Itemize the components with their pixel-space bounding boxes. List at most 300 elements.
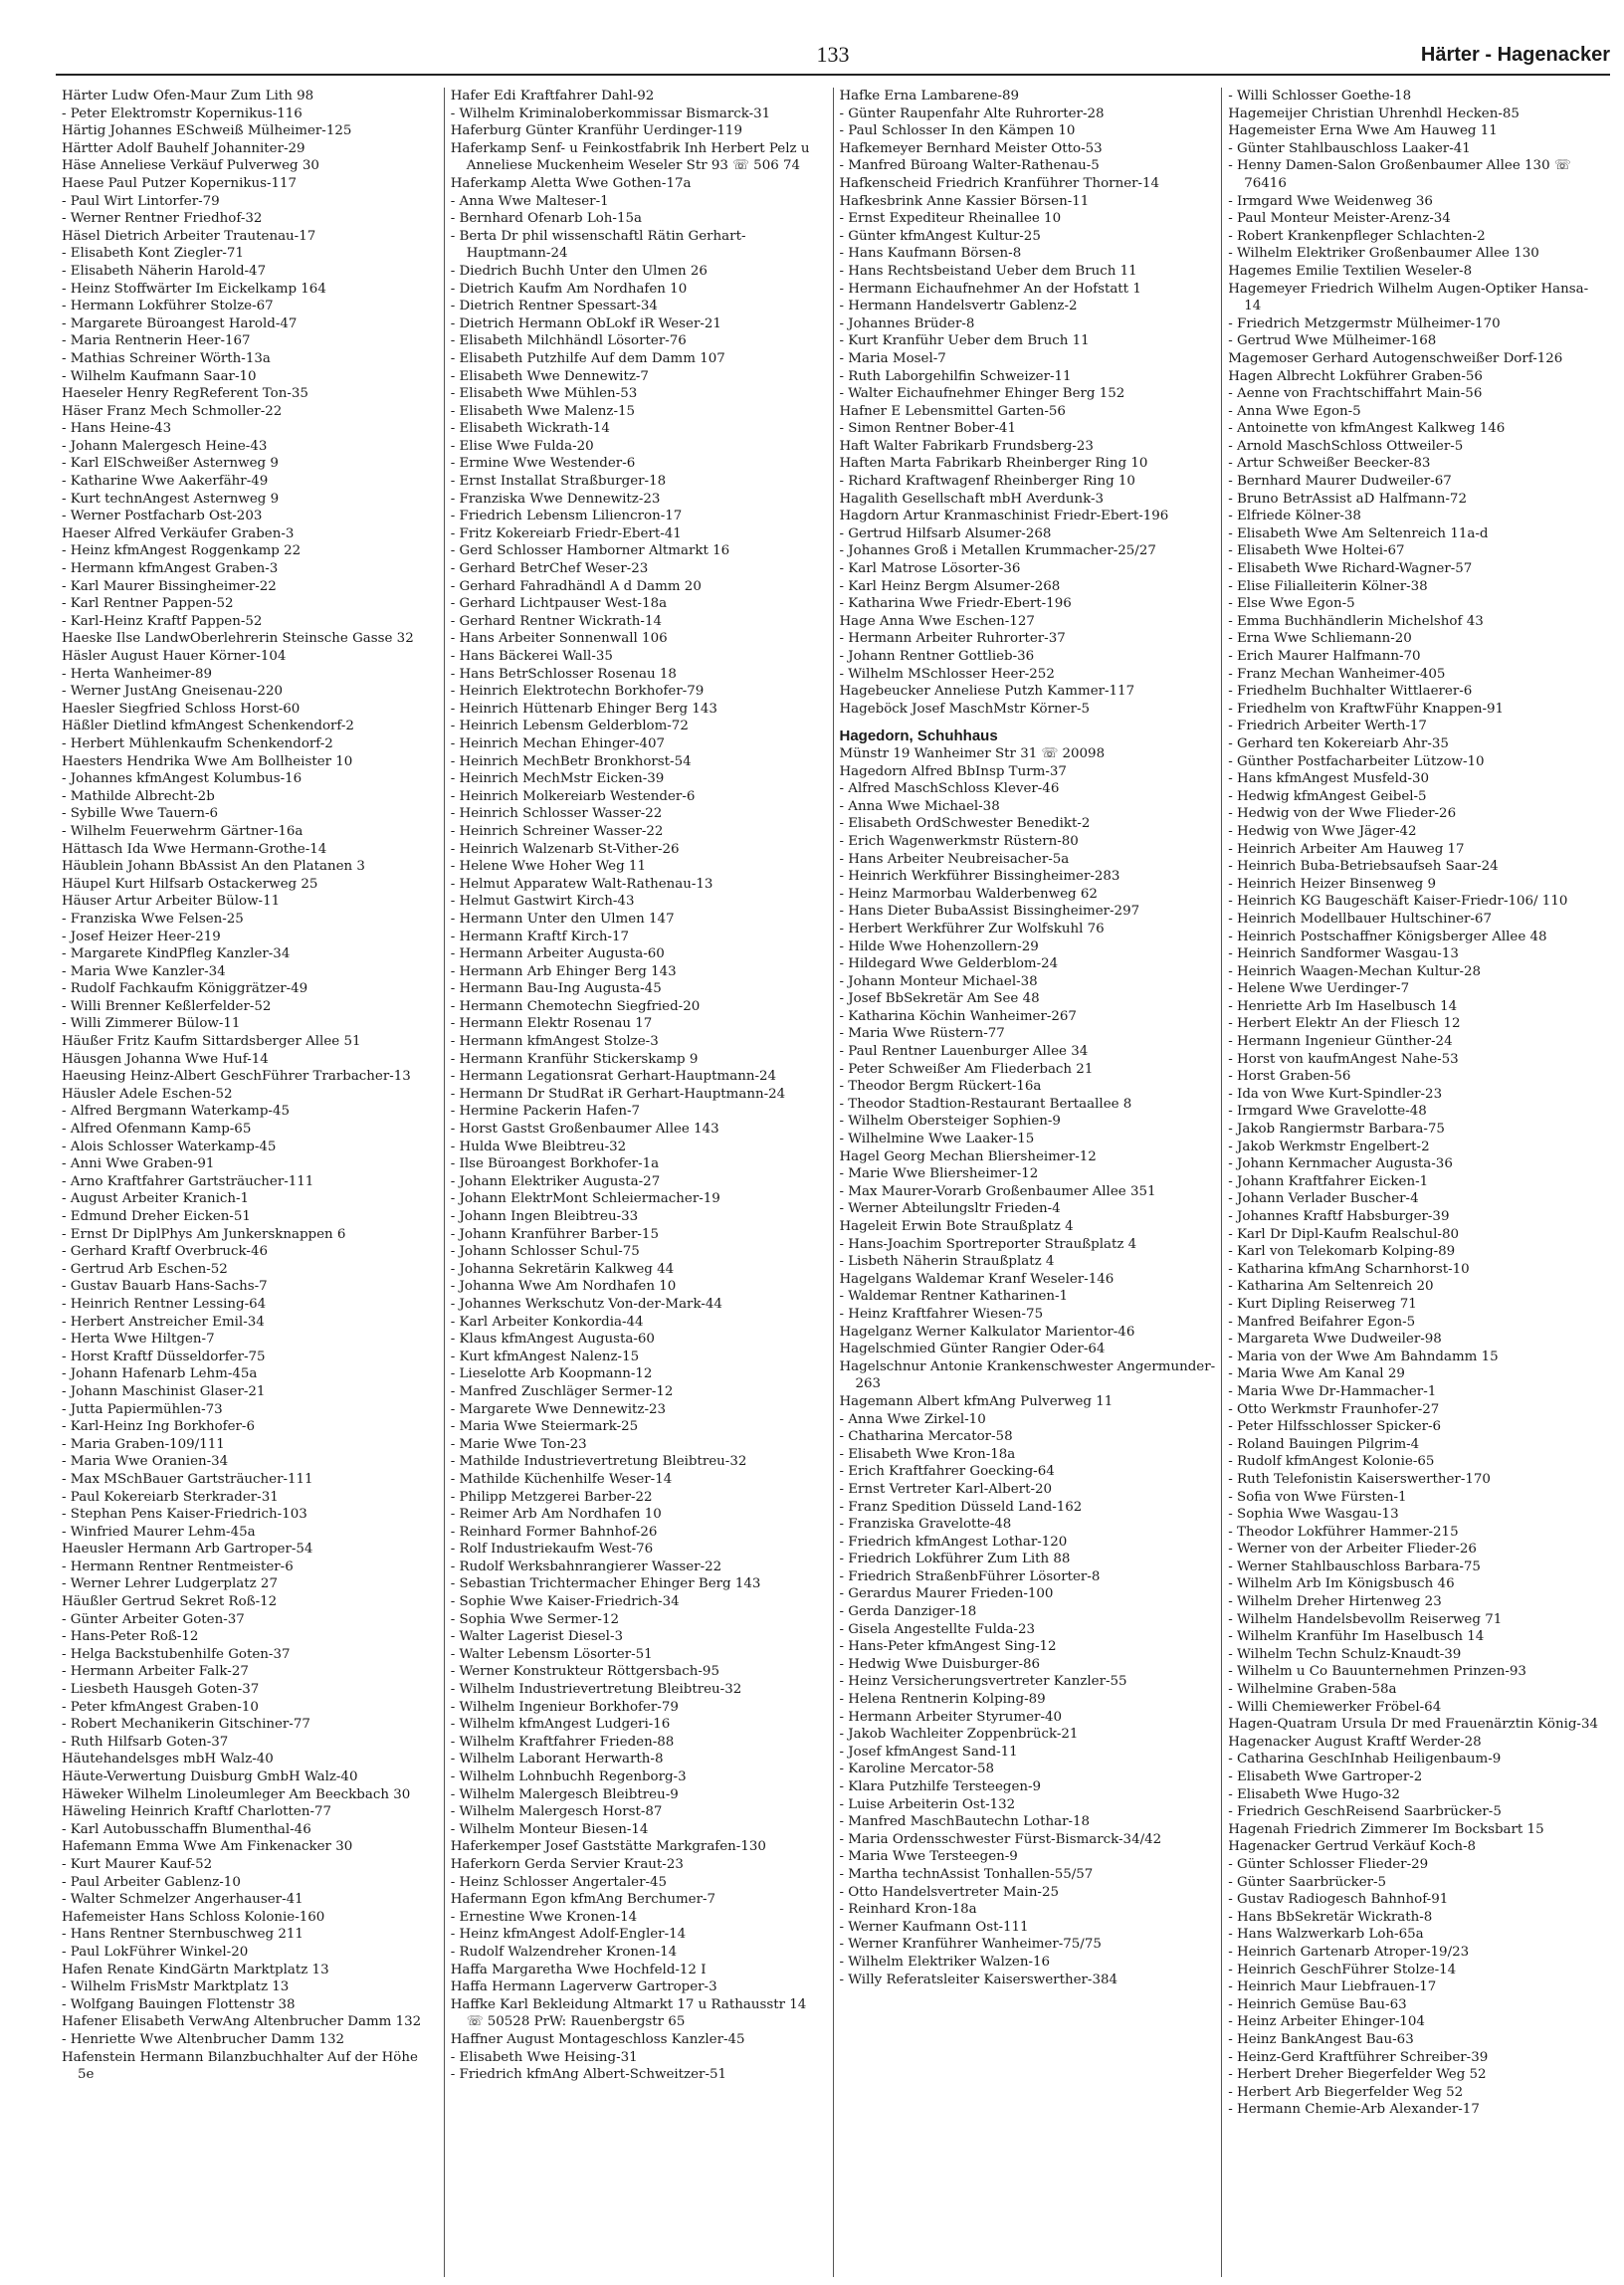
directory-entry: - Herbert Werkführer Zur Wolfskuhl 76	[840, 921, 1216, 938]
directory-entry: - Heinz Schlosser Angertaler-45	[451, 1874, 827, 1892]
directory-entry: - Henny Damen-Salon Großenbaumer Allee 130 ☏ 76416	[1228, 157, 1604, 192]
directory-entry: - Otto Werkmstr Fraunhofer-27	[1228, 1401, 1604, 1419]
directory-entry: Häweling Heinrich Kraftf Charlotten-77	[62, 1804, 332, 1820]
directory-entry: - Peter Hilfsschlosser Spicker-6	[1228, 1418, 1604, 1436]
directory-entry: - Chatharina Mercator-58	[840, 1428, 1216, 1446]
directory-entry: - Werner Abteilungsltr Frieden-4	[840, 1200, 1216, 1218]
directory-entry: - Maria Wwe Am Kanal 29	[1228, 1365, 1604, 1383]
directory-entry: - Werner Stahlbauschloss Barbara-75	[1228, 1558, 1604, 1576]
directory-entry: - Elisabeth Kont Ziegler-71	[62, 245, 438, 263]
directory-entry: - Ernst Dr DiplPhys Am Junkersknappen 6	[62, 1226, 438, 1244]
directory-entry: - Paul Monteur Meister-Arenz-34	[1228, 210, 1604, 228]
directory-entry: - Hans Dieter BubaAssist Bissingheimer-297	[840, 903, 1216, 921]
directory-entry: - Helmut Gastwirt Kirch-43	[451, 893, 827, 911]
directory-entry: - Günter Raupenfahr Alte Ruhrorter-28	[840, 105, 1216, 123]
directory-entry: - Philipp Metzgerei Barber-22	[451, 1489, 827, 1507]
directory-column-2	[445, 88, 834, 2277]
directory-entry: - Max MSchBauer Gartsträucher-111	[62, 1471, 438, 1489]
directory-entry: - Franziska Wwe Dennewitz-23	[451, 491, 827, 509]
directory-entry: - Manfred Zuschläger Sermer-12	[451, 1383, 827, 1401]
directory-entry: - Johann Maschinist Glaser-21	[62, 1383, 438, 1401]
directory-entry: - Margarete KindPfleg Kanzler-34	[62, 945, 438, 963]
directory-entry: - Johannes kfmAngest Kolumbus-16	[62, 770, 438, 788]
directory-entry: Hagemann Albert kfmAng Pulverweg 11	[839, 1393, 1114, 1409]
directory-entry: Haferburg Günter Kranführ Uerdinger-119	[450, 123, 742, 139]
directory-entry: - Johann Elektriker Augusta-27	[451, 1173, 827, 1191]
directory-entry: - Heinrich Schreiner Wasser-22	[451, 823, 827, 841]
directory-entry: - Johann ElektrMont Schleiermacher-19	[451, 1190, 827, 1208]
directory-entry: Haferkemper Josef Gaststätte Markgrafen-130	[450, 1839, 766, 1855]
directory-entry: - Herbert Elektr An der Fliesch 12	[1228, 1015, 1604, 1033]
directory-entry: - Hans Kaufmann Börsen-8	[840, 245, 1216, 263]
directory-entry: - Heinrich Postschaffner Königsberger Allee 48	[1228, 929, 1604, 946]
directory-entry: - Hermann Kranführ Stickerskamp 9	[451, 1051, 827, 1069]
directory-entry: - Helene Wwe Uerdinger-7	[1228, 980, 1604, 998]
directory-entry: - Werner Kaufmann Ost-111	[840, 1919, 1216, 1937]
directory-entry: - Jakob Rangiermstr Barbara-75	[1228, 1121, 1604, 1139]
directory-entry: - Heinrich Arbeiter Am Hauweg 17	[1228, 841, 1604, 859]
directory-entry: - Katharina kfmAng Scharnhorst-10	[1228, 1261, 1604, 1279]
directory-entry: - Hermann Chemie-Arb Alexander-17	[1228, 2101, 1604, 2119]
directory-entry: Hagalith Gesellschaft mbH Averdunk-3	[839, 491, 1105, 507]
directory-entry: - Heinrich Hüttenarb Ehinger Berg 143	[451, 701, 827, 719]
directory-entry: - Heinrich Rentner Lessing-64	[62, 1296, 438, 1314]
directory-entry: - Alfred Ofenmann Kamp-65	[62, 1121, 438, 1139]
directory-entry: Häsler August Hauer Körner-104	[62, 649, 287, 664]
directory-entry: - Johann Rentner Gottlieb-36	[840, 648, 1216, 666]
directory-entry: - Wilhelm Elektriker Walzen-16	[840, 1954, 1216, 1972]
directory-entry: - Hans Bäckerei Wall-35	[451, 648, 827, 666]
directory-entry: - Maria Wwe Oranien-34	[62, 1453, 438, 1471]
directory-entry: - Karl-Heinz Ing Borkhofer-6	[62, 1418, 438, 1436]
directory-entry: - Waldemar Rentner Katharinen-1	[840, 1288, 1216, 1306]
directory-entry: - Hermann kfmAngest Stolze-3	[451, 1033, 827, 1051]
directory-entry: Hafener Elisabeth VerwAng Altenbrucher Damm 132	[62, 2014, 422, 2030]
directory-entry: Haft Walter Fabrikarb Frundsberg-23	[839, 438, 1094, 454]
directory-entry: - Willi Zimmerer Bülow-11	[62, 1015, 438, 1033]
directory-entry: - Johann Kraftfahrer Eicken-1	[1228, 1173, 1604, 1191]
directory-entry: - Elisabeth Wwe Dennewitz-7	[451, 368, 827, 386]
directory-entry: - Wilhelm Malergesch Bleibtreu-9	[451, 1786, 827, 1804]
directory-entry: Haese Paul Putzer Kopernikus-117	[62, 175, 298, 191]
directory-entry: - Heinz kfmAngest Roggenkamp 22	[62, 542, 438, 560]
directory-entry: Hagelschmied Günter Rangier Oder-64	[839, 1342, 1106, 1357]
directory-entry: - Heinrich GeschFührer Stolze-14	[1228, 1962, 1604, 1979]
directory-entry: - Sophie Wwe Kaiser-Friedrich-34	[451, 1593, 827, 1611]
directory-entry: - Johann Schlosser Schul-75	[451, 1243, 827, 1261]
directory-entry: Hagen-Quatram Ursula Dr med Frauenärztin König-34	[1228, 1717, 1598, 1733]
directory-column-3	[834, 88, 1223, 2277]
directory-entry: - Reinhard Kron-18a	[840, 1901, 1216, 1919]
directory-entry: Häuser Artur Arbeiter Bülow-11	[62, 894, 281, 910]
directory-entry: Hafkenscheid Friedrich Kranführer Thorner-14	[839, 175, 1160, 191]
directory-entry: - Johannes Werkschutz Von-der-Mark-44	[451, 1296, 827, 1314]
directory-entry: - Hans BetrSchlosser Rosenau 18	[451, 666, 827, 684]
directory-entry: - Werner Lehrer Ludgerplatz 27	[62, 1575, 438, 1593]
directory-entry: - Mathilde Industrievertretung Bleibtreu-32	[451, 1453, 827, 1471]
directory-entry: - Paul LokFührer Winkel-20	[62, 1944, 438, 1962]
directory-entry: - Sofia von Wwe Fürsten-1	[1228, 1489, 1604, 1507]
directory-entry: - Diedrich Buchh Unter den Ulmen 26	[451, 263, 827, 281]
directory-entry: Hättasch Ida Wwe Hermann-Grothe-14	[62, 841, 327, 857]
directory-entry: - Willi Chemiewerker Fröbel-64	[1228, 1699, 1604, 1717]
directory-entry: - Gerhard Fahradhändl A d Damm 20	[451, 578, 827, 596]
directory-entry: - Gertrud Hilfsarb Alsumer-268	[840, 525, 1216, 543]
directory-entry: - Herta Wanheimer-89	[62, 666, 438, 684]
directory-entry: - Werner Kranführer Wanheimer-75/75	[840, 1936, 1216, 1954]
directory-entry: - Hans Arbeiter Neubreisacher-5a	[840, 851, 1216, 869]
directory-entry: - Marie Wwe Bliersheimer-12	[840, 1165, 1216, 1183]
directory-entry: - Horst Gastst Großenbaumer Allee 143	[451, 1121, 827, 1139]
directory-entry: - Margarete Wwe Dennewitz-23	[451, 1401, 827, 1419]
directory-entry: - Friedrich Metzgermstr Mülheimer-170	[1228, 315, 1604, 333]
directory-entry: Hage Anna Wwe Eschen-127	[839, 613, 1035, 629]
directory-entry: Hagelgans Waldemar Kranf Weseler-146	[839, 1271, 1115, 1287]
directory-entry: Haffa Margaretha Wwe Hochfeld-12 I	[450, 1962, 707, 1977]
directory-entry: - Gerd Schlosser Hamborner Altmarkt 16	[451, 542, 827, 560]
directory-entry: - Herbert Arb Biegerfelder Weg 52	[1228, 2084, 1604, 2102]
directory-entry: - Heinz Versicherungsvertreter Kanzler-55	[840, 1673, 1216, 1691]
directory-entry: - Werner Konstrukteur Röttgersbach-95	[451, 1663, 827, 1681]
directory-entry: - Hermann Arbeiter Ruhrorter-37	[840, 630, 1216, 648]
directory-entry: - Manfred Beifahrer Egon-5	[1228, 1314, 1604, 1332]
directory-entry: Haeseler Henry RegReferent Ton-35	[62, 386, 308, 402]
directory-entry: - Wilhelm Laborant Herwarth-8	[451, 1751, 827, 1768]
directory-entry: Härter Ludw Ofen-Maur Zum Lith 98	[62, 89, 314, 104]
directory-entry: - Wilhelm Obersteiger Sophien-9	[840, 1113, 1216, 1131]
directory-entry: Münstr 19 Wanheimer Str 31 ☏ 20098	[839, 745, 1106, 761]
directory-entry: Hagel Georg Mechan Bliersheimer-12	[839, 1148, 1097, 1164]
directory-entry: - Hans Rechtsbeistand Ueber dem Bruch 11	[840, 263, 1216, 281]
directory-entry: - Simon Rentner Bober-41	[840, 420, 1216, 438]
directory-entry: - Heinrich Modellbauer Hultschiner-67	[1228, 911, 1604, 929]
directory-entry: - Karl ElSchweißer Asternweg 9	[62, 455, 438, 473]
directory-entry: - Heinrich Lebensm Gelderblom-72	[451, 718, 827, 735]
directory-column-4	[1222, 88, 1610, 2277]
directory-entry: - Karl Autobusschaffn Blumenthal-46	[62, 1821, 438, 1839]
directory-entry: - Horst Graben-56	[1228, 1068, 1604, 1086]
directory-entry: - Friedrich kfmAng Albert-Schweitzer-51	[451, 2066, 827, 2084]
directory-entry: - Hermann Eichaufnehmer An der Hofstatt 1	[840, 281, 1216, 299]
directory-entry: - Emma Buchhändlerin Michelshof 43	[1228, 613, 1604, 631]
directory-entry: - Gerhard Kraftf Overbruck-46	[62, 1243, 438, 1261]
directory-entry: - Elisabeth Wwe Holtei-67	[1228, 542, 1604, 560]
directory-entry: - Wilhelm Feuerwehrm Gärtner-16a	[62, 823, 438, 841]
directory-entry: - Erich Kraftfahrer Goecking-64	[840, 1463, 1216, 1481]
directory-entry: - Anna Wwe Zirkel-10	[840, 1411, 1216, 1429]
directory-entry: - Karl-Heinz Kraftf Pappen-52	[62, 613, 438, 631]
directory-entry: - Anna Wwe Malteser-1	[451, 193, 827, 211]
directory-entry: Haferkamp Aletta Wwe Gothen-17a	[450, 175, 692, 191]
directory-entry: - Dietrich Rentner Spessart-34	[451, 298, 827, 315]
directory-entry: - Elisabeth Milchhändl Lösorter-76	[451, 332, 827, 350]
directory-entry: - Hermann Chemotechn Siegfried-20	[451, 998, 827, 1016]
directory-entry: - Werner JustAng Gneisenau-220	[62, 683, 438, 701]
directory-entry: - Elise Filialleiterin Kölner-38	[1228, 578, 1604, 596]
directory-entry: - Heinrich Buba-Betriebsaufseh Saar-24	[1228, 858, 1604, 876]
directory-entry: - Elisabeth Putzhilfe Auf dem Damm 107	[451, 350, 827, 368]
directory-entry: Haeusing Heinz-Albert GeschFührer Trarbacher-13	[62, 1069, 411, 1085]
directory-entry: Häupel Kurt Hilfsarb Ostackerweg 25	[62, 876, 318, 892]
directory-entry: - Bernhard Ofenarb Loh-15a	[451, 210, 827, 228]
directory-entry: - Heinrich MechMstr Eicken-39	[451, 770, 827, 788]
directory-entry: - Bernhard Maurer Dudweiler-67	[1228, 473, 1604, 491]
directory-entry: Haeser Alfred Verkäufer Graben-3	[62, 525, 295, 541]
directory-entry: - Marie Wwe Ton-23	[451, 1436, 827, 1454]
directory-entry: - Hans kfmAngest Musfeld-30	[1228, 770, 1604, 788]
directory-entry: - Erich Maurer Halfmann-70	[1228, 648, 1604, 666]
directory-entry: - Hedwig kfmAngest Geibel-5	[1228, 788, 1604, 806]
directory-entry: - Heinrich MechBetr Bronkhorst-54	[451, 753, 827, 771]
directory-entry: - Dietrich Kaufm Am Nordhafen 10	[451, 281, 827, 299]
directory-entry: - Franz Mechan Wanheimer-405	[1228, 666, 1604, 684]
directory-entry: - Hermann Rentner Rentmeister-6	[62, 1558, 438, 1576]
directory-entry: Hagenacker Gertrud Verkäuf Koch-8	[1228, 1839, 1477, 1855]
directory-entry: - Henriette Wwe Altenbrucher Damm 132	[62, 2031, 438, 2049]
directory-entry: - Edmund Dreher Eicken-51	[62, 1208, 438, 1226]
directory-entry: - Manfred MaschBautechn Lothar-18	[840, 1813, 1216, 1831]
directory-entry: - Gerhard Rentner Wickrath-14	[451, 613, 827, 631]
directory-entry: - Gertrud Wwe Mülheimer-168	[1228, 332, 1604, 350]
directory-entry: Häublein Johann BbAssist An den Platanen 3	[62, 859, 365, 875]
directory-entry: - Günter kfmAngest Kultur-25	[840, 228, 1216, 246]
directory-entry: - Maria Mosel-7	[840, 350, 1216, 368]
directory-entry: - Elise Wwe Fulda-20	[451, 438, 827, 456]
directory-entry: Hagen Albrecht Lokführer Graben-56	[1228, 368, 1483, 384]
directory-entry: - Gerhard BetrChef Weser-23	[451, 560, 827, 578]
directory-entry: Häutehandelsges mbH Walz-40	[62, 1752, 274, 1767]
directory-entry: - Friedhelm Buchhalter Wittlaerer-6	[1228, 683, 1604, 701]
directory-entry: - Hermann Elektr Rosenau 17	[451, 1015, 827, 1033]
directory-entry: Häußler Gertrud Sekret Roß-12	[62, 1594, 278, 1610]
directory-entry: - Heinz Stoffwärter Im Eickelkamp 164	[62, 281, 438, 299]
directory-entry: - Elfriede Kölner-38	[1228, 508, 1604, 525]
directory-entry: - Johann Hafenarb Lehm-45a	[62, 1365, 438, 1383]
directory-entry: - Wilhelm Arb Im Königsbusch 46	[1228, 1575, 1604, 1593]
directory-entry: - Hans BbSekretär Wickrath-8	[1228, 1909, 1604, 1927]
directory-entry: - Hermann Arb Ehinger Berg 143	[451, 963, 827, 981]
directory-entry: - Martha technAssist Tonhallen-55/57	[840, 1866, 1216, 1884]
directory-entry: - Ilse Büroangest Borkhofer-1a	[451, 1155, 827, 1173]
directory-entry: - Heinrich Waagen-Mechan Kultur-28	[1228, 963, 1604, 981]
directory-entry: Hagdorn Artur Kranmaschinist Friedr-Ebert-196	[839, 509, 1169, 524]
directory-entry: - Antoinette von kfmAngest Kalkweg 146	[1228, 420, 1604, 438]
directory-entry: - Karl Matrose Lösorter-36	[840, 560, 1216, 578]
directory-entry: Hafkesbrink Anne Kassier Börsen-11	[839, 193, 1090, 209]
directory-entry: - Dietrich Hermann ObLokf iR Weser-21	[451, 315, 827, 333]
directory-entry: - Johann Malergesch Heine-43	[62, 438, 438, 456]
directory-entry: - Berta Dr phil wissenschaftl Rätin Gerhart-Hauptmann-24	[451, 228, 827, 263]
directory-entry: - Heinrich KG Baugeschäft Kaiser-Friedr-106/ 110	[1228, 893, 1604, 911]
directory-entry: - Hermann Ingenieur Günther-24	[1228, 1033, 1604, 1051]
directory-entry: - Wilhelm Kaufmann Saar-10	[62, 368, 438, 386]
directory-entry: - Artur Schweißer Beecker-83	[1228, 455, 1604, 473]
directory-entry: - Irmgard Wwe Weidenweg 36	[1228, 193, 1604, 211]
directory-entry: Häußer Fritz Kaufm Sittardsberger Allee 51	[62, 1034, 361, 1050]
directory-entry: - Reinhard Former Bahnhof-26	[451, 1524, 827, 1542]
directory-entry: - Hans Heine-43	[62, 420, 438, 438]
directory-entry: - Henriette Arb Im Haselbusch 14	[1228, 998, 1604, 1016]
directory-entry: - Johann Verlader Buscher-4	[1228, 1190, 1604, 1208]
directory-entry: - Hermann Bau-Ing Augusta-45	[451, 980, 827, 998]
directory-entry: - Richard Kraftwagenf Rheinberger Ring 10	[840, 473, 1216, 491]
directory-entry: - Ernst Installat Straßburger-18	[451, 473, 827, 491]
directory-entry: - Horst von kaufmAngest Nahe-53	[1228, 1051, 1604, 1069]
directory-entry: - Hermann Handelsvertr Gablenz-2	[840, 298, 1216, 315]
directory-entry: - Theodor Stadtion-Restaurant Bertaallee 8	[840, 1096, 1216, 1114]
directory-entry: - Helena Rentnerin Kolping-89	[840, 1691, 1216, 1709]
directory-entry: - Günter Arbeiter Goten-37	[62, 1611, 438, 1629]
directory-entry: - Luise Arbeiterin Ost-132	[840, 1796, 1216, 1814]
directory-entry: - Heinrich Gemüse Bau-63	[1228, 1996, 1604, 2014]
directory-entry: - Theodor Bergm Rückert-16a	[840, 1078, 1216, 1096]
directory-entry: - Wilhelm kfmAngest Ludgeri-16	[451, 1716, 827, 1734]
directory-entry: - Klaus kfmAngest Augusta-60	[451, 1331, 827, 1349]
directory-entry: - Johannes Brüder-8	[840, 315, 1216, 333]
directory-entry: - Helmut Apparatew Walt-Rathenau-13	[451, 876, 827, 894]
directory-entry: - Gerardus Maurer Frieden-100	[840, 1585, 1216, 1603]
directory-entry: - Sophia Wwe Sermer-12	[451, 1611, 827, 1629]
directory-entry: - Lisbeth Näherin Straußplatz 4	[840, 1253, 1216, 1271]
directory-entry: - Rudolf Walzendreher Kronen-14	[451, 1944, 827, 1962]
directory-entry: - Josef BbSekretär Am See 48	[840, 990, 1216, 1008]
directory-entry: - Walter Eichaufnehmer Ehinger Berg 152	[840, 385, 1216, 403]
directory-entry: Hagemeijer Christian Uhrenhdl Hecken-85	[1228, 105, 1520, 121]
directory-entry: - Friedrich Lokführer Zum Lith 88	[840, 1551, 1216, 1568]
directory-entry: - Friedhelm von KraftwFühr Knappen-91	[1228, 701, 1604, 719]
directory-entry: - Walter Lagerist Diesel-3	[451, 1628, 827, 1646]
directory-entry: Haeske Ilse LandwOberlehrerin Steinsche Gasse 32	[62, 631, 414, 647]
directory-entry: Hafen Renate KindGärtn Marktplatz 13	[62, 1962, 329, 1977]
directory-entry: - Heinz Arbeiter Ehinger-104	[1228, 2013, 1604, 2031]
directory-entry: - Heinz Marmorbau Walderbenweg 62	[840, 886, 1216, 904]
directory-entry: - Paul Kokereiarb Sterkrader-31	[62, 1489, 438, 1507]
directory-entry: - Heinrich Schlosser Wasser-22	[451, 805, 827, 823]
directory-columns	[56, 88, 1610, 2277]
directory-entry: - Heinz-Gerd Kraftführer Schreiber-39	[1228, 2049, 1604, 2067]
directory-entry: - Wilhelmine Graben-58a	[1228, 1681, 1604, 1699]
directory-entry: - Maria Wwe Steiermark-25	[451, 1418, 827, 1436]
directory-entry: - Margarete Büroangest Harold-47	[62, 315, 438, 333]
directory-entry: - Ruth Laborgehilfin Schweizer-11	[840, 368, 1216, 386]
directory-entry: - Günter Saarbrücker-5	[1228, 1874, 1604, 1892]
directory-entry: Haffa Hermann Lagerverw Gartroper-3	[450, 1979, 717, 1995]
directory-entry: - Peter Schweißer Am Fliederbach 21	[840, 1061, 1216, 1079]
directory-entry: - Sybille Wwe Tauern-6	[62, 805, 438, 823]
directory-entry: Häßler Dietlind kfmAngest Schenkendorf-2	[62, 719, 354, 734]
directory-entry: - Else Wwe Egon-5	[1228, 595, 1604, 613]
directory-entry: - Maria Ordensschwester Fürst-Bismarck-34/42	[840, 1831, 1216, 1849]
directory-entry: - Helene Wwe Hoher Weg 11	[451, 858, 827, 876]
directory-entry: - Heinrich Sandformer Wasgau-13	[1228, 945, 1604, 963]
directory-entry: - Theodor Lokführer Hammer-215	[1228, 1524, 1604, 1542]
directory-entry: - Anna Wwe Egon-5	[1228, 403, 1604, 421]
directory-entry: - Josef Heizer Heer-219	[62, 929, 438, 946]
directory-entry: - Stephan Pens Kaiser-Friedrich-103	[62, 1506, 438, 1524]
directory-entry: - Maria Wwe Tersteegen-9	[840, 1848, 1216, 1866]
directory-entry: - Fritz Kokereiarb Friedr-Ebert-41	[451, 525, 827, 543]
directory-entry: Hagelganz Werner Kalkulator Marientor-46	[839, 1324, 1135, 1340]
directory-entry: Häse Anneliese Verkäuf Pulverweg 30	[62, 158, 319, 174]
directory-entry: - Hans Arbeiter Sonnenwall 106	[451, 630, 827, 648]
directory-entry: - Maria Rentnerin Heer-167	[62, 332, 438, 350]
directory-entry: - Hermann Dr StudRat iR Gerhart-Hauptmann-24	[451, 1086, 827, 1104]
directory-entry: - Herbert Mühlenkaufm Schenkendorf-2	[62, 735, 438, 753]
directory-entry: Haferkamp Senf- u Feinkostfabrik Inh Herbert Pelz u Anneliese Muckenheim Weseler Str 93 ☏ 506 74	[450, 140, 810, 174]
directory-entry: - Heinrich Heizer Binsenweg 9	[1228, 876, 1604, 894]
directory-entry: - Ernst Expediteur Rheinallee 10	[840, 210, 1216, 228]
directory-entry: - Heinrich Maur Liebfrauen-17	[1228, 1978, 1604, 1996]
directory-entry: - Ernst Vertreter Karl-Albert-20	[840, 1481, 1216, 1499]
directory-entry: - Willi Schlosser Goethe-18	[1228, 88, 1604, 105]
directory-entry: Hafemeister Hans Schloss Kolonie-160	[62, 1909, 325, 1925]
directory-entry: - Günther Postfacharbeiter Lützow-10	[1228, 753, 1604, 771]
directory-entry: Hagedorn Alfred BbInsp Turm-37	[839, 763, 1067, 779]
directory-entry: - Manfred Büroang Walter-Rathenau-5	[840, 157, 1216, 175]
directory-entry: - Gertrud Arb Eschen-52	[62, 1261, 438, 1279]
directory-entry: - Heinrich Elektrotechn Borkhofer-79	[451, 683, 827, 701]
directory-entry: - Hermann kfmAngest Graben-3	[62, 560, 438, 578]
directory-entry: Hagemeister Erna Wwe Am Hauweg 11	[1228, 123, 1498, 139]
directory-entry: - Werner von der Arbeiter Flieder-26	[1228, 1541, 1604, 1558]
directory-entry: - Peter Elektromstr Kopernikus-116	[62, 105, 438, 123]
directory-entry: Magemoser Gerhard Autogenschweißer Dorf-126	[1228, 350, 1563, 366]
directory-entry: - Wilhelm u Co Bauunternehmen Prinzen-93	[1228, 1663, 1604, 1681]
directory-entry: - Hermann Unter den Ulmen 147	[451, 911, 827, 929]
directory-entry: - Elisabeth Wwe Gartroper-2	[1228, 1768, 1604, 1786]
directory-entry: - Heinz BankAngest Bau-63	[1228, 2031, 1604, 2049]
directory-entry: - Kurt Kranführ Ueber dem Bruch 11	[840, 332, 1216, 350]
directory-entry: - Heinrich Werkführer Bissingheimer-283	[840, 868, 1216, 886]
directory-entry: - Heinrich Walzenarb St-Vither-26	[451, 841, 827, 859]
directory-entry: - Franziska Wwe Felsen-25	[62, 911, 438, 929]
directory-entry: Häser Franz Mech Schmoller-22	[62, 403, 283, 419]
directory-entry: - Johanna Sekretärin Kalkweg 44	[451, 1261, 827, 1279]
directory-entry: - Katharina Am Seltenreich 20	[1228, 1278, 1604, 1296]
directory-entry: - Elisabeth Wwe Kron-18a	[840, 1446, 1216, 1464]
directory-entry: Hageleit Erwin Bote Straußplatz 4	[839, 1219, 1074, 1234]
directory-entry: - Wilhelm Malergesch Horst-87	[451, 1803, 827, 1821]
directory-entry: - Wilhelm Dreher Hirtenweg 23	[1228, 1593, 1604, 1611]
directory-entry: - Alfred Bergmann Waterkamp-45	[62, 1103, 438, 1121]
directory-entry: - Erna Wwe Schliemann-20	[1228, 630, 1604, 648]
directory-entry: - Otto Handelsvertreter Main-25	[840, 1884, 1216, 1902]
directory-entry: - Heinrich Gartenarb Atroper-19/23	[1228, 1944, 1604, 1962]
directory-entry: Hagenah Friedrich Zimmerer Im Bocksbart 15	[1228, 1821, 1544, 1837]
directory-entry: - Elisabeth Wwe Hugo-32	[1228, 1786, 1604, 1804]
directory-entry: Hagenacker August Kraftf Werder-28	[1228, 1734, 1482, 1750]
directory-entry: - Hildegard Wwe Gelderblom-24	[840, 955, 1216, 973]
directory-entry: - Rudolf Fachkaufm Königgrätzer-49	[62, 980, 438, 998]
directory-entry: - Paul Arbeiter Gablenz-10	[62, 1874, 438, 1892]
directory-entry: - Paul Schlosser In den Kämpen 10	[840, 122, 1216, 140]
section-heading: Hagedorn, Schuhhaus	[839, 727, 998, 745]
directory-entry: - Mathilde Albrecht-2b	[62, 788, 438, 806]
directory-entry: - Catharina GeschInhab Heiligenbaum-9	[1228, 1751, 1604, 1768]
directory-entry: - Kurt Maurer Kauf-52	[62, 1856, 438, 1874]
directory-entry: - Herta Wwe Hiltgen-7	[62, 1331, 438, 1349]
directory-entry: Häusgen Johanna Wwe Huf-14	[62, 1051, 269, 1067]
directory-entry: - Alfred MaschSchloss Klever-46	[840, 780, 1216, 798]
directory-entry: - Maria Wwe Kanzler-34	[62, 963, 438, 981]
directory-entry: - Wolfgang Bauingen Flottenstr 38	[62, 1996, 438, 2014]
directory-entry: - Wilhelm Kraftfahrer Frieden-88	[451, 1734, 827, 1752]
directory-entry: - Reimer Arb Am Nordhafen 10	[451, 1506, 827, 1524]
directory-entry: - Ernestine Wwe Kronen-14	[451, 1909, 827, 1927]
directory-entry: Hafer Edi Kraftfahrer Dahl-92	[450, 89, 655, 104]
directory-entry: - Maria Wwe Dr-Hammacher-1	[1228, 1383, 1604, 1401]
directory-entry: Hagelschnur Antonie Krankenschwester Angermunder-263	[839, 1358, 1216, 1392]
